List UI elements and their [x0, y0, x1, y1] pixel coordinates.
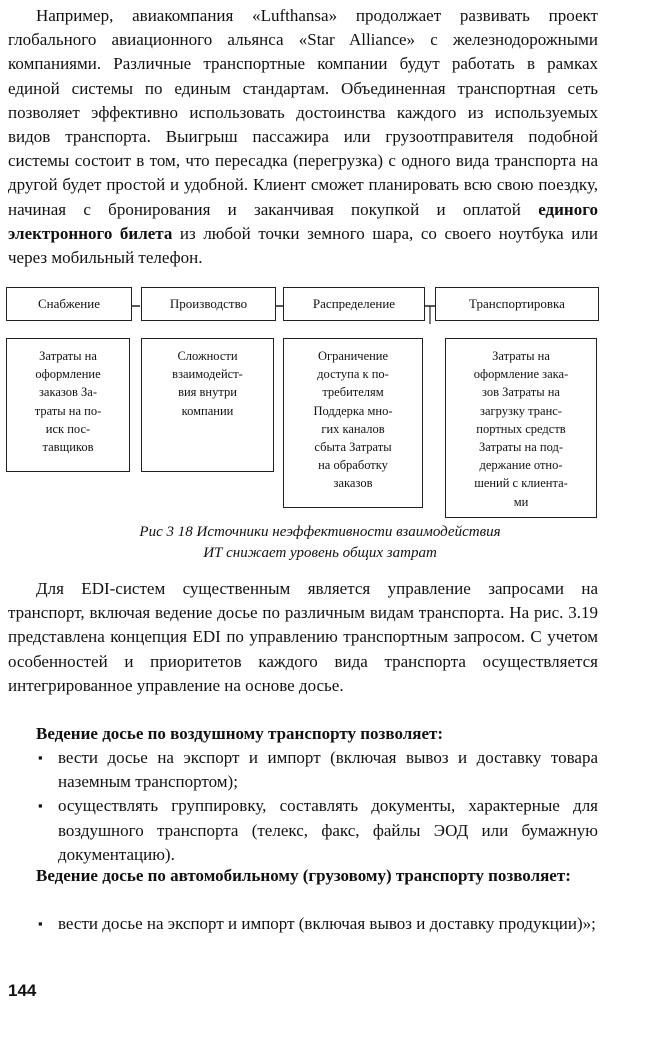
detail-line: оформление: [35, 367, 101, 382]
header-box-distribution: [283, 287, 425, 321]
detail-line: оформление зака-: [473, 367, 569, 382]
detail-line: на обработку: [318, 458, 388, 473]
detail-line: гих каналов: [321, 421, 385, 436]
intro-paragraph: [8, 4, 598, 270]
air-transport-heading: Ведение досье по воздушному транспорту позволяет:: [36, 724, 444, 743]
detail-line: Сложности: [177, 349, 238, 363]
detail-line: Поддерка мно-: [313, 403, 393, 418]
air-transport-list: [8, 746, 598, 867]
page-number: 144: [8, 981, 37, 1000]
detail-line: компании: [181, 403, 234, 418]
detail-line: взаимодейст-: [172, 367, 243, 382]
header-label-distribution: Распределение: [312, 296, 396, 311]
detail-line: зов Затраты на: [482, 385, 560, 400]
detail-line: требителям: [322, 385, 384, 400]
detail-line: Затраты на: [492, 349, 550, 363]
list-item: [8, 912, 598, 936]
detail-line: вия внутри: [178, 385, 237, 400]
intro-text: Например, авиакомпания «Lufthansa» продолжает развивать проект глобального авиационного альянса «Star Alliance» с железнодорожными компаниями. Различные транспортные компании будут работать в рамках единой системы по единым стандартам. Объединенная транспортная сеть позволяет эффективно использовать достоинства каждого из используемых видов транспорта. Выигрыш пассажира или грузоотправителя подобной системы состоит в том, что пересадка (перегрузка) с одного вида транспорта на другой будет простой и удобной. Клиент сможет планировать всю свою поездку, начиная с бронирования и заканчивая покупкой и оплатой: [8, 6, 598, 219]
detail-line: доступа к по-: [317, 367, 389, 382]
detail-line: загрузку транс-: [480, 403, 562, 418]
road-transport-heading: Ведение досье по автомобильному (грузовому) транспорту позволяет:: [36, 866, 571, 885]
intro-bold-term: единого электронного билета: [8, 199, 598, 243]
detail-line: ми: [513, 494, 529, 509]
detail-line: заказов: [333, 476, 373, 491]
list-item-text: вести досье на экспорт и импорт (включая вывоз и доставку продукции)»;: [58, 914, 596, 933]
header-box-procurement: [6, 287, 132, 321]
road-transport-list: [8, 912, 598, 936]
detail-line: шений с клиента-: [474, 476, 568, 491]
detail-line: тавщиков: [42, 440, 94, 455]
detail-line: траты на по-: [34, 403, 102, 418]
detail-line: сбыта Затраты: [314, 440, 392, 455]
figure-caption-line2: ИТ снижает уровень общих затрат: [203, 545, 437, 561]
figure-caption-line1: Рис 3 18 Источники неэффективности взаимодействия: [139, 524, 501, 540]
header-label-production: Производство: [169, 296, 248, 311]
detail-line: портных средств: [476, 421, 566, 436]
list-item-text: осуществлять группировку, составлять документы, характерные для воздушного транспорта (телекс, факс, файлы ЭОД или бумажную документацию).: [58, 796, 598, 864]
detail-line: Затраты на: [39, 349, 97, 363]
header-box-production: [141, 287, 276, 321]
detail-box-procurement: [6, 338, 130, 472]
header-label-procurement: Снабжение: [38, 296, 100, 311]
intro-tail: из любой точки земного шара, со своего ноутбука или через мобильный телефон.: [8, 223, 598, 268]
detail-box-distribution: [283, 338, 423, 508]
edi-paragraph: Для EDI-систем существенным является управление запросами на транспорт, включая ведение досье по различным видам транспорта. На рис. 3.19 представлена концепция EDI по управлению транспортным запросом. С учетом особенностей и приоритетов каждого вида транспорта осуществляется интегрированное управление на основе досье.: [8, 579, 598, 695]
detail-line: Ограничение: [317, 349, 389, 363]
detail-line: держание отно-: [479, 458, 563, 473]
bullet-icon: ▪: [38, 916, 43, 931]
header-box-transportation: [435, 287, 599, 321]
detail-box-transportation: [445, 338, 597, 518]
detail-line: заказов За-: [38, 385, 98, 400]
detail-line: иск пос-: [45, 421, 91, 436]
header-label-transportation: Транспортировка: [469, 296, 565, 311]
bullet-icon: ▪: [38, 750, 43, 765]
detail-box-production: [141, 338, 274, 472]
list-item: [8, 794, 598, 867]
list-item: [8, 746, 598, 794]
list-item-text: вести досье на экспорт и импорт (включая вывоз и доставку товара наземным транспортом);: [58, 748, 598, 792]
detail-line: Затраты на под-: [478, 440, 564, 455]
bullet-icon: ▪: [38, 798, 43, 814]
